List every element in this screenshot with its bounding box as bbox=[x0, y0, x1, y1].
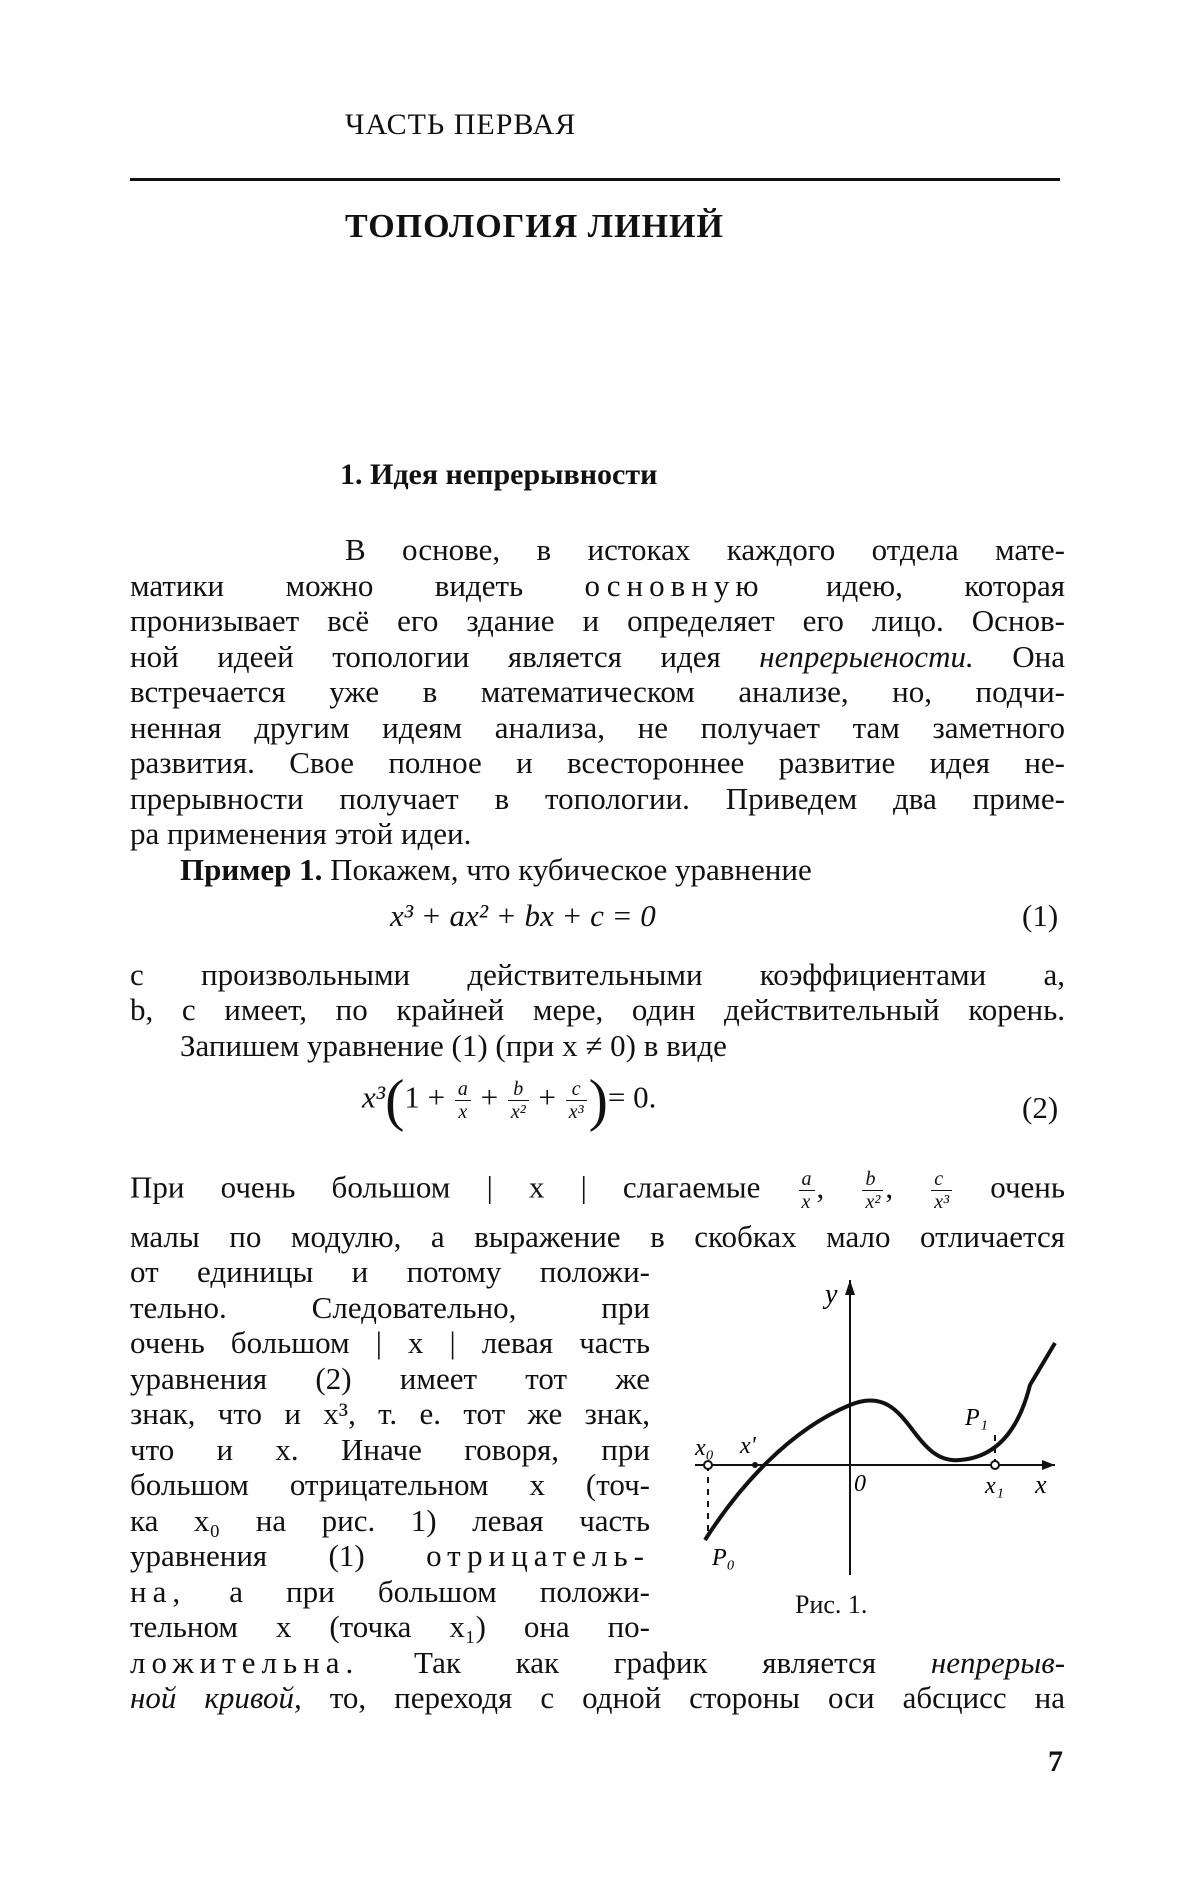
label-p1: P₁ bbox=[964, 1405, 988, 1431]
text-line: от единицы и потому положи- bbox=[130, 1254, 650, 1290]
text-line: развития. Свое полное и всестороннее развитие идея не- bbox=[130, 745, 1065, 781]
text-line: уравнения (2) имеет тот же bbox=[130, 1361, 650, 1397]
part-heading: ЧАСТЬ ПЕРВАЯ bbox=[345, 108, 576, 142]
italic-term: непрерыености. bbox=[759, 639, 973, 674]
x-axis-arrow bbox=[1042, 1460, 1055, 1470]
label-xprime: x' bbox=[739, 1433, 757, 1459]
text-line: очень большом | x | левая часть bbox=[130, 1325, 650, 1361]
text-line: на, а при большом положи- bbox=[130, 1574, 650, 1610]
example-label: Пример 1. bbox=[180, 852, 322, 887]
equation-1: x³ + ax² + bx + c = 0 bbox=[390, 898, 656, 934]
chapter-title: ТОПОЛОГИЯ ЛИНИЙ bbox=[345, 208, 724, 246]
label-origin: 0 bbox=[854, 1471, 866, 1497]
equation-2-number: (2) bbox=[1022, 1090, 1058, 1126]
text-line: малы по модулю, а выражение в скобках мало отличается bbox=[130, 1219, 1065, 1255]
text-line: ка x₀ на рис. 1) левая часть bbox=[130, 1503, 650, 1539]
text-line: тельно. Следовательно, при bbox=[130, 1290, 650, 1326]
text-line: встречается уже в математическом анализе, но, подчи- bbox=[130, 674, 1065, 710]
text-line: с произвольными действительными коэффициентами a, bbox=[130, 957, 1065, 993]
point-xprime bbox=[752, 1462, 758, 1468]
text-line: тельном x (точка x₁) она по- bbox=[130, 1609, 650, 1645]
label-x0: x₀ bbox=[694, 1435, 714, 1461]
figure-caption: Рис. 1. bbox=[795, 1590, 867, 1620]
label-x1: x₁ bbox=[984, 1473, 1004, 1499]
text-line: ложительна. Так как график является непрерыв- bbox=[130, 1645, 1065, 1681]
text-line: матики можно видеть основную идею, которая bbox=[130, 568, 1065, 604]
section-heading: 1. Идея непрерывности bbox=[340, 458, 657, 492]
text-line: ненная другим идеям анализа, не получает там заметного bbox=[130, 710, 1065, 746]
text-line: ной идеей топологии является идея непрерыености. Она bbox=[130, 639, 1065, 675]
text-line: b, c имеет, по крайней мере, один действительный корень. bbox=[130, 992, 1065, 1028]
text-line: знак, что и x³, т. е. тот же знак, bbox=[130, 1396, 650, 1432]
cubic-curve bbox=[705, 1343, 1055, 1540]
example-line: Пример 1. Покажем, что кубическое уравнение bbox=[180, 852, 1065, 888]
text-line: ной кривой, то, переходя с одной стороны оси абсцисс на bbox=[130, 1680, 1065, 1716]
figure-1-graph bbox=[680, 1275, 1065, 1585]
text-line: Запишем уравнение (1) (при x ≠ 0) в виде bbox=[180, 1028, 1065, 1064]
text-line: пронизывает всё его здание и определяет его лицо. Основ- bbox=[130, 603, 1065, 639]
equation-1-number: (1) bbox=[1022, 898, 1058, 934]
label-y: y bbox=[822, 1279, 838, 1310]
header-rule bbox=[130, 178, 1060, 181]
text-line: прерывности получает в топологии. Приведем два приме- bbox=[130, 781, 1065, 817]
page-number: 7 bbox=[1048, 1745, 1063, 1779]
text-line: При очень большом | x | слагаемые a x , b x² , c x³ очень bbox=[130, 1168, 1065, 1204]
label-x: x bbox=[1034, 1470, 1047, 1499]
text-line: что и x. Иначе говоря, при bbox=[130, 1432, 650, 1468]
spaced-word: основную bbox=[585, 568, 765, 603]
text-line: уравнения (1) отрицатель- bbox=[130, 1538, 650, 1574]
point-x1 bbox=[991, 1461, 999, 1469]
text-line: В основе, в истоках каждого отдела мате- bbox=[345, 532, 1065, 568]
label-p0: P₀ bbox=[711, 1545, 735, 1571]
text-line: ра применения этой идеи. bbox=[130, 816, 1065, 852]
y-axis-arrow bbox=[845, 1280, 855, 1295]
point-x0 bbox=[704, 1461, 712, 1469]
equation-2: x³(1 + a x + b x² + c x³ )= 0. bbox=[362, 1078, 656, 1123]
text-line: большом отрицательном x (точ- bbox=[130, 1467, 650, 1503]
